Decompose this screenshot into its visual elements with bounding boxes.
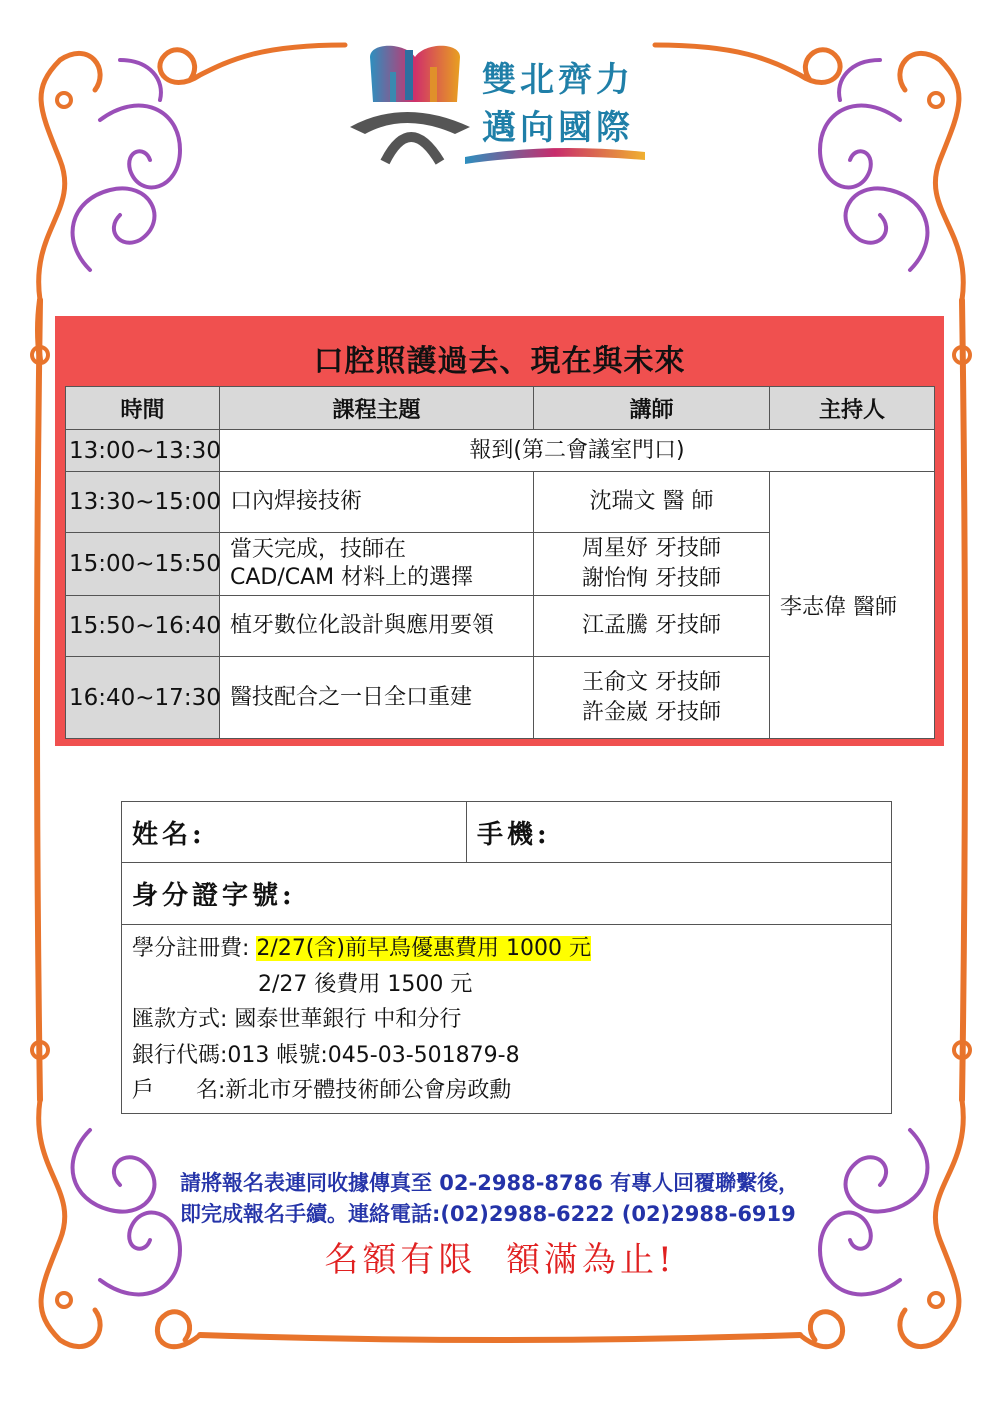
limited-seats-alert: 名額有限 額滿為止! — [324, 1240, 676, 1280]
course-title: 口腔照護過去、現在與未來 — [313, 344, 686, 379]
registration-form — [121, 801, 892, 1114]
header-row — [66, 387, 935, 430]
bank-account: 銀行代碼:013 帳號:045-03-501879-8 — [132, 1042, 520, 1068]
row-time: 16:40~17:30 — [66, 657, 220, 739]
remit-method: 匯款方式: 國泰世華銀行 中和分行 — [132, 1007, 462, 1032]
header-speaker: 講師 — [534, 387, 770, 430]
fax-notice — [180, 1168, 880, 1230]
row-time: 13:00~13:30 — [66, 430, 220, 472]
schedule-banner — [55, 316, 944, 746]
fee-label: 學分註冊費: — [132, 936, 257, 961]
schedule-table — [65, 386, 935, 739]
header-topic: 課程主題 — [220, 387, 534, 430]
row-time: 13:30~15:00 — [66, 472, 220, 533]
logo-text-line1: 雙北齊力 — [482, 60, 634, 100]
row-speaker: 周星妤 牙技師 謝怡恂 牙技師 — [534, 533, 770, 596]
row-speaker: 江孟騰 牙技師 — [534, 596, 770, 657]
notice-line1: 請將報名表連同收據傳真至 02-2988-8786 有專人回覆聯繫後， — [180, 1171, 800, 1195]
header-time: 時間 — [66, 387, 220, 430]
row-topic: 植牙數位化設計與應用要領 — [220, 596, 534, 657]
fee-info — [122, 925, 892, 1114]
fee-line — [132, 931, 881, 967]
checkin-text: 報到(第二會議室門口) — [220, 430, 935, 472]
row-topic: 當天完成，技師在 CAD/CAM 材料上的選擇 — [220, 533, 534, 596]
account-name: 戶 名:新北市牙體技術師公會房政勳 — [132, 1078, 512, 1103]
row-topic: 口內焊接技術 — [220, 472, 534, 533]
row-speaker: 王俞文 牙技師 許金崴 牙技師 — [534, 657, 770, 739]
host-name: 李志偉 醫師 — [770, 472, 935, 739]
early-bird-fee: 2/27(含)前早鳥優惠費用 1000 元 — [256, 936, 591, 961]
logo-text-line2: 邁向國際 — [482, 108, 634, 148]
row-speaker: 沈瑞文 醫 師 — [534, 472, 770, 533]
row-topic: 醫技配合之一日全口重建 — [220, 657, 534, 739]
table-row — [66, 472, 935, 533]
table-row — [66, 430, 935, 472]
name-field[interactable]: 姓名: — [122, 802, 467, 863]
row-time: 15:50~16:40 — [66, 596, 220, 657]
mobile-field[interactable]: 手機: — [467, 802, 892, 863]
row-time: 15:00~15:50 — [66, 533, 220, 596]
header-host: 主持人 — [770, 387, 935, 430]
id-number-field[interactable]: 身分證字號: — [122, 863, 892, 925]
notice-line2: 即完成報名手續。連絡電話:(02)2988-6222 (02)2988-6919 — [180, 1202, 796, 1226]
late-fee: 2/27 後費用 1500 元 — [258, 971, 473, 997]
